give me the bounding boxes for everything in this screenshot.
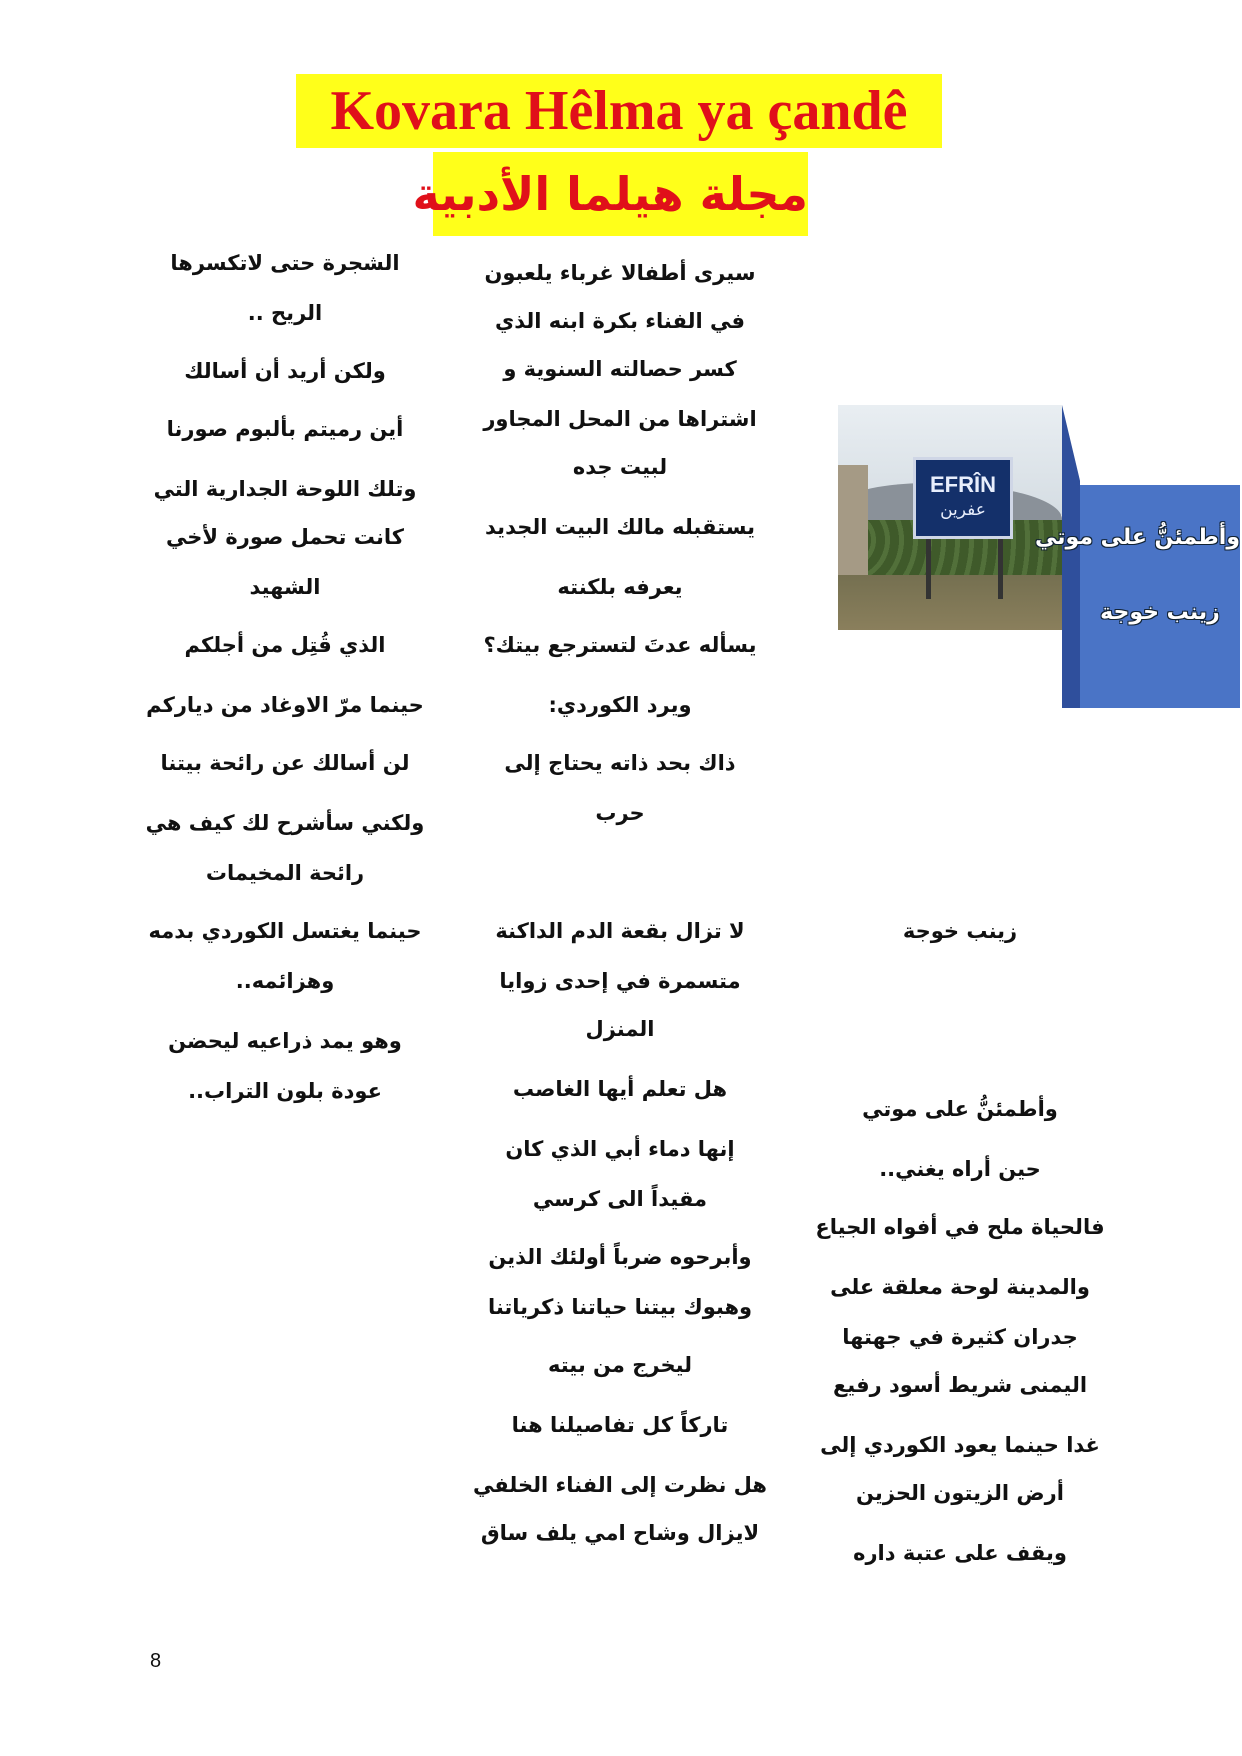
poem-line: هل تعلم أيها الغاصب — [512, 1077, 728, 1101]
poem-line: وهو يمد ذراعيه ليحضن — [168, 1029, 402, 1053]
poem-line: لن أسالك عن رائحة بيتنا — [160, 751, 410, 775]
poem-line: ويرد الكوردي: — [548, 693, 692, 717]
banner-author: زينب خوجة — [1100, 600, 1220, 625]
sign-latin: EFRÎN — [930, 472, 996, 497]
banner-fold — [1062, 405, 1080, 708]
poem-line: تاركاً كل تفاصيلنا هنا — [511, 1413, 729, 1437]
poem-line: وتلك اللوحة الجدارية التي — [153, 477, 417, 501]
poem-line: في الفناء بكرة ابنه الذي — [494, 309, 746, 333]
poem-line: جدران كثيرة في جهتها — [842, 1325, 1078, 1349]
poem-line: ولكني سأشرح لك كيف هي — [145, 811, 425, 835]
poem-line: الريح .. — [247, 301, 323, 325]
page-number: 8 — [150, 1650, 162, 1672]
poem-line: غدا حينما يعود الكوردي إلى — [820, 1433, 1100, 1457]
poem-line: ذاك بحد ذاته يحتاج إلى — [504, 751, 736, 775]
poem-line: يسأله عدتَ لتسترجع بيتك؟ — [483, 633, 757, 657]
sign-pole-left — [926, 539, 931, 599]
sign-arabic: عفرين — [940, 500, 986, 520]
poem-line: فالحياة ملح في أفواه الجياع — [815, 1215, 1105, 1239]
magazine-title-latin: Kovara Hêlma ya çandê — [296, 74, 942, 148]
poem-line: حينما يغتسل الكوردي بدمه — [148, 919, 422, 943]
poem-line: إنها دماء أبي الذي كان — [505, 1137, 735, 1161]
poem-line: والمدينة لوحة معلقة على — [830, 1275, 1090, 1299]
poem-banner — [1035, 405, 1240, 708]
poem-line: وأبرحوه ضرباً أولئك الذين — [488, 1245, 752, 1269]
poem-line: كانت تحمل صورة لأخي — [166, 525, 404, 549]
poem-line: ويقف على عتبة داره — [853, 1541, 1067, 1565]
poem-line: المنزل — [585, 1017, 655, 1041]
poem-line: أرض الزيتون الحزين — [856, 1481, 1064, 1505]
poem-author: زينب خوجة — [902, 919, 1018, 943]
poem-line: حرب — [595, 801, 645, 825]
poem-line: لا تزال بقعة الدم الداكنة — [495, 919, 745, 943]
poem-line: ولكن أريد أن أسالك — [184, 359, 386, 383]
poem-line: حينما مرّ الاوغاد من دياركم — [146, 693, 424, 717]
poem-line: متسمرة في إحدى زوايا — [499, 969, 741, 993]
photo-wall — [838, 465, 868, 575]
poem-line: مقيداً الى كرسي — [532, 1187, 708, 1211]
poem-line: سيرى أطفالا غرباء يلعبون — [484, 261, 756, 285]
poem-line: الشهيد — [249, 575, 321, 599]
poem-line: أين رميتم بألبوم صورنا — [166, 417, 404, 441]
poem-line: وهزائمه.. — [235, 969, 335, 993]
poem-line: يعرفه بلكنته — [557, 575, 683, 599]
poem-line: كسر حصالته السنوية و — [503, 357, 737, 381]
magazine-title-arabic: مجلة هيلما الأدبية — [433, 152, 808, 236]
efrin-signboard — [913, 457, 1013, 539]
poem-line: حين أراه يغني.. — [879, 1157, 1041, 1181]
poem-line: الذي قُتِل من أجلكم — [184, 633, 386, 657]
poem-line: عودة بلون التراب.. — [188, 1079, 382, 1103]
banner-panel — [1035, 485, 1240, 708]
banner-title: وأطمئنُّ على موتي — [1035, 525, 1240, 550]
poem-line: اليمنى شريط أسود رفيع — [832, 1373, 1088, 1397]
poem-line: ليخرج من بيته — [547, 1353, 693, 1377]
sign-pole-right — [998, 539, 1003, 599]
poem-line: اشتراها من المحل المجاور — [483, 407, 757, 431]
poem-title: وأطمئنُّ على موتي — [862, 1097, 1058, 1121]
poem-line: هل نظرت إلى الفناء الخلفي — [473, 1473, 767, 1497]
poem-line: يستقبله مالك البيت الجديد — [485, 515, 755, 539]
poem-line: لايزال وشاح امي يلف ساق — [480, 1521, 760, 1545]
poem-line: لبيت جده — [572, 455, 668, 479]
efrin-sign-photo — [838, 405, 1062, 630]
poem-line: الشجرة حتى لاتكسرها — [170, 251, 400, 275]
poem-line: وهبوك بيتنا حياتنا ذكرياتنا — [487, 1295, 753, 1319]
poem-line: رائحة المخيمات — [205, 861, 365, 885]
